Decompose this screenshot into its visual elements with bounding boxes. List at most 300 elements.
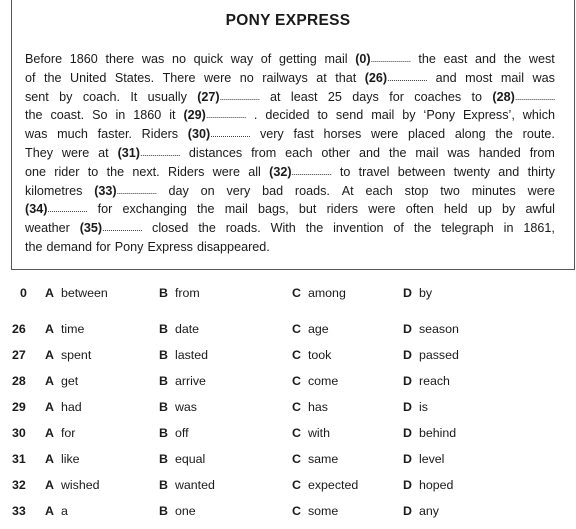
passage-word: sent [25,89,49,104]
option-letter: C [292,286,301,300]
passage-word: minutes [471,183,516,198]
passage-word: in [503,221,514,236]
option-letter: B [159,504,168,518]
option-text: some [307,504,339,518]
option-text: level [418,452,445,466]
gap-blank: .................... [219,91,260,102]
option-c[interactable] [292,452,338,466]
passage-word: invention [333,221,384,236]
passage-word: to [339,164,351,179]
passage-word: east [443,52,468,66]
option-c[interactable] [292,504,338,518]
passage-word: for [97,202,113,217]
option-letter: C [292,322,301,336]
option-c[interactable] [292,426,330,440]
option-b[interactable] [159,426,189,440]
page-title: PONY EXPRESS [225,12,351,29]
gap-blank: .................... [370,54,411,64]
option-d[interactable] [403,322,459,336]
gap-number: (26) [364,70,388,85]
passage-word: by [402,108,416,123]
passage-word: disappeared. [196,239,270,254]
passage-word: Pony [114,239,144,254]
option-letter: B [159,374,168,388]
gap-marker [94,182,156,201]
option-text: season [418,322,459,336]
passage-word: from [251,145,277,160]
passage-word: from [529,145,555,160]
passage-word: handed [478,145,521,160]
passage-word: were [371,127,399,142]
option-c[interactable] [292,374,338,388]
passage-word: the [106,164,125,179]
option-row [0,504,576,524]
option-b[interactable] [159,322,199,336]
option-b[interactable] [159,452,205,466]
option-a[interactable] [45,322,84,336]
option-b[interactable] [159,374,206,388]
passage-word: was [532,70,555,85]
passage-word: faster. [97,127,132,142]
passage-word: was [141,52,165,66]
passage-word: stop [404,183,429,198]
gap-blank: .................... [116,185,157,196]
gap-marker [80,219,142,238]
passage-word: two [440,183,460,198]
passage-word: by [502,202,516,217]
option-letter: B [159,348,168,362]
passage-word: much [57,127,88,142]
gap-blank: .................... [205,110,246,121]
passage-word: west [528,52,555,66]
passage-word: which [522,108,555,123]
gap-blank: .................... [291,166,332,177]
question-number: 30 [12,426,26,440]
passage-word: United [70,70,107,85]
option-d[interactable] [403,400,428,414]
option-b[interactable] [159,478,215,492]
passage-word: were [212,164,240,179]
passage [25,50,555,257]
option-letter: C [292,452,301,466]
passage-word: mail [224,202,248,217]
passage-word: and [498,164,520,179]
option-letter: A [45,478,54,492]
option-text: arrive [174,374,206,388]
option-d[interactable] [403,504,439,518]
passage-line [25,144,555,163]
option-text: by [418,286,433,300]
passage-word: roads. [294,183,330,198]
option-text: off [174,426,189,440]
option-text: had [60,400,82,414]
option-text: come [307,374,339,388]
passage-word: weather [25,221,70,236]
gap-blank: .................... [102,223,143,234]
passage-word: was [447,145,470,160]
passage-word: most [465,70,493,85]
passage-word: for [389,89,404,104]
option-letter: C [292,400,301,414]
passage-word: the [197,202,215,217]
passage-line [25,182,555,201]
question-number: 31 [12,452,26,466]
passage-word: roads. [225,221,261,236]
passage-word: were [203,70,232,85]
passage-word: to [87,164,99,179]
passage-word: railways [262,70,308,85]
option-letter: B [159,400,168,414]
passage-word: coaches [414,89,462,104]
option-letter: D [403,400,412,414]
gap-number: (27) [197,89,220,104]
option-text: a [60,504,68,518]
passage-word: coast. [50,108,85,123]
passage-word: route. [522,127,555,142]
passage-word: between [397,164,446,179]
option-letter: A [45,322,54,336]
gap-marker [25,200,87,219]
passage-word: at [316,70,327,85]
option-text: spent [60,348,92,362]
option-letter: D [403,348,412,362]
question-number: 29 [12,400,26,414]
passage-word: and [435,70,457,85]
option-a[interactable] [45,286,108,300]
passage-word: no [171,52,186,66]
question-number: 26 [12,322,26,336]
option-text: was [174,400,197,414]
option-letter: B [159,478,168,492]
passage-word: was [25,127,48,142]
passage-word: each [285,145,313,160]
option-letter: C [292,504,301,518]
gap-marker [188,125,250,144]
option-b[interactable] [159,348,208,362]
passage-word: each [365,183,393,198]
option-letter: A [45,374,54,388]
option-letter: A [45,400,54,414]
option-a[interactable] [45,374,78,388]
gap-marker [118,144,180,163]
option-c[interactable] [292,400,328,414]
passage-word: and [359,145,381,160]
passage-word: there [105,52,135,66]
gap-blank: .................... [210,129,251,140]
option-letter: B [159,286,168,300]
option-text: expected [307,478,359,492]
passage-word: the [388,145,407,160]
passage-word: the [44,70,62,85]
passage-word: rider [54,164,80,179]
gap-blank: .................... [387,72,428,83]
option-row [0,374,576,394]
question-number: 27 [12,348,26,362]
option-text: hoped [418,478,454,492]
option-row [0,400,576,420]
passage-word: the [25,239,43,254]
passage-word: were [368,202,396,217]
option-a[interactable] [45,426,75,440]
passage-word: mail [500,70,525,85]
gap-number: (30) [187,127,211,142]
passage-word: States. [114,70,155,85]
gap-blank: .................... [47,204,88,215]
option-c[interactable] [292,286,346,300]
gap-number: (28) [492,89,515,104]
option-letter: B [159,452,168,466]
passage-word: Express’, [463,108,515,123]
passage-word: in [115,108,126,123]
option-letter: D [403,426,412,440]
gap-marker [197,88,259,107]
passage-word: getting [278,52,317,66]
option-b[interactable] [159,400,197,414]
passage-line [25,125,555,144]
option-row [0,426,576,446]
passage-word: at [98,145,109,160]
option-text: lasted [174,348,209,362]
gap-number: (32) [269,164,292,179]
gap-number: (34) [25,202,48,217]
passage-word: on [200,183,215,198]
option-text: has [307,400,328,414]
option-d[interactable] [403,452,444,466]
option-text: equal [174,452,206,466]
gap-marker [183,106,245,125]
option-c[interactable] [292,348,331,362]
passage-word: bags, [257,202,289,217]
option-a[interactable] [45,400,82,414]
passage-word: one [25,164,47,179]
option-text: took [307,348,332,362]
passage-line [25,50,555,69]
passage-word: next. [132,164,160,179]
option-d[interactable] [403,374,450,388]
passage-word: demand [46,239,93,254]
option-a[interactable] [45,452,80,466]
passage-word: no [239,70,254,85]
passage-word: 1860 [69,52,98,66]
passage-word: placed [408,127,446,142]
gap-number: (0) [355,52,371,66]
option-b[interactable] [159,504,196,518]
option-text: age [307,322,329,336]
passage-word: along [454,127,486,142]
passage-word: the [495,127,513,142]
passage-word: the [198,221,216,236]
passage-word: way [230,52,254,66]
passage-word: twenty [453,164,491,179]
option-text: for [60,426,76,440]
passage-word: usually [147,89,187,104]
passage-word: kilometres [25,183,83,198]
passage-word: Riders [141,127,179,142]
passage-word: Before [25,52,63,66]
gap-marker [269,163,331,182]
option-row [0,348,576,368]
option-d[interactable] [403,478,453,492]
gap-blank: .................... [514,91,555,102]
option-row [0,286,576,306]
option-letter: D [403,322,412,336]
option-letter: A [45,348,54,362]
option-text: among [307,286,346,300]
passage-word: the [413,221,432,236]
passage-word: distances [188,145,243,160]
option-a[interactable] [45,478,100,492]
option-letter: D [403,478,412,492]
passage-word: 25 [327,89,342,104]
question-number: 0 [20,286,27,300]
passage-word: days [352,89,379,104]
passage-word: mail [324,52,348,66]
passage-word: were [61,145,90,160]
option-c[interactable] [292,478,358,492]
gap-number: (33) [94,183,117,198]
passage-word: the [418,52,436,66]
passage-word: for [96,239,111,254]
passage-word: but [298,202,317,217]
option-letter: C [292,478,301,492]
gap-number: (35) [79,221,103,236]
passage-word: riders [326,202,359,217]
passage-word: At [341,183,354,198]
option-letter: B [159,322,168,336]
passage-word: all [248,164,261,179]
passage-line [25,163,555,182]
passage-word: of [260,52,272,66]
option-text: behind [418,426,457,440]
passage-word: that [335,70,357,85]
passage-word: Riders [167,164,205,179]
option-letter: D [403,452,412,466]
option-row [0,322,576,342]
gap-number: (29) [183,108,206,123]
passage-word: travel [358,164,390,179]
passage-word: least [290,89,318,104]
passage-word: ‘Pony [423,108,456,123]
passage-word: . [253,108,258,123]
option-text: passed [418,348,459,362]
option-letter: B [159,426,168,440]
passage-word: it [169,108,176,123]
passage-word: 1861, [523,221,555,236]
option-d[interactable] [403,348,459,362]
option-letter: C [292,374,301,388]
option-a[interactable] [45,348,91,362]
passage-word: So [92,108,108,123]
passage-word: mail [371,108,395,123]
gap-marker [355,50,410,69]
passage-word: often [405,202,434,217]
option-letter: D [403,286,412,300]
passage-word: Express [147,239,193,254]
option-text: between [60,286,108,300]
option-text: get [60,374,79,388]
option-text: is [418,400,428,414]
passage-word: to [471,89,483,104]
option-letter: A [45,426,54,440]
passage-word: and [475,52,497,66]
passage-word: telegraph [441,221,494,236]
passage-word: exchanging [122,202,187,217]
passage-word: very [226,183,251,198]
passage-word: of [25,70,36,85]
passage-word: send [335,108,364,123]
gap-blank: .................... [139,147,180,158]
passage-line [25,69,555,88]
passage-word: With [270,221,296,236]
passage-word: fast [293,127,314,142]
option-row [0,478,576,498]
option-text: any [418,504,439,518]
passage-word: the [503,52,522,66]
option-a[interactable] [45,504,68,518]
gap-number: (31) [117,145,140,160]
option-text: from [174,286,200,300]
passage-word: the [305,221,324,236]
passage-word: up [477,202,492,217]
passage-word: held [443,202,468,217]
passage-word: by [59,89,73,104]
passage-word: 1860 [133,108,162,123]
option-text: same [307,452,339,466]
option-d[interactable] [403,426,456,440]
question-number: 33 [12,504,26,518]
passage-word: coach. [82,89,120,104]
passage-word: to [317,108,328,123]
gap-marker [492,88,554,107]
option-letter: A [45,452,54,466]
passage-line [25,200,555,219]
option-letter: D [403,374,412,388]
passage-word: thirty [527,164,555,179]
option-c[interactable] [292,322,329,336]
question-number: 28 [12,374,26,388]
passage-word: They [25,145,53,160]
passage-word: It [130,89,138,104]
passage-word: awful [525,202,555,217]
passage-word: quick [193,52,224,66]
question-number: 32 [12,478,26,492]
passage-word: bad [262,183,284,198]
passage-word: at [270,89,281,104]
option-text: like [60,452,80,466]
passage-word: There [162,70,196,85]
option-letter: A [45,504,54,518]
option-letter: C [292,426,301,440]
passage-line [25,238,555,257]
gap-marker [365,69,427,88]
passage-word: closed [152,221,189,236]
passage-word: day [168,183,189,198]
passage-word: mail [415,145,439,160]
passage-word: decided [265,108,310,123]
option-text: one [174,504,196,518]
passage-line [25,106,555,125]
option-row [0,452,576,472]
passage-word: very [259,127,284,142]
option-text: wanted [174,478,215,492]
passage-word: other [321,145,351,160]
option-d[interactable] [403,286,432,300]
passage-word: were [527,183,555,198]
passage-word: the [25,108,43,123]
passage-line [25,219,555,238]
passage-word: of [393,221,404,236]
option-b[interactable] [159,286,200,300]
